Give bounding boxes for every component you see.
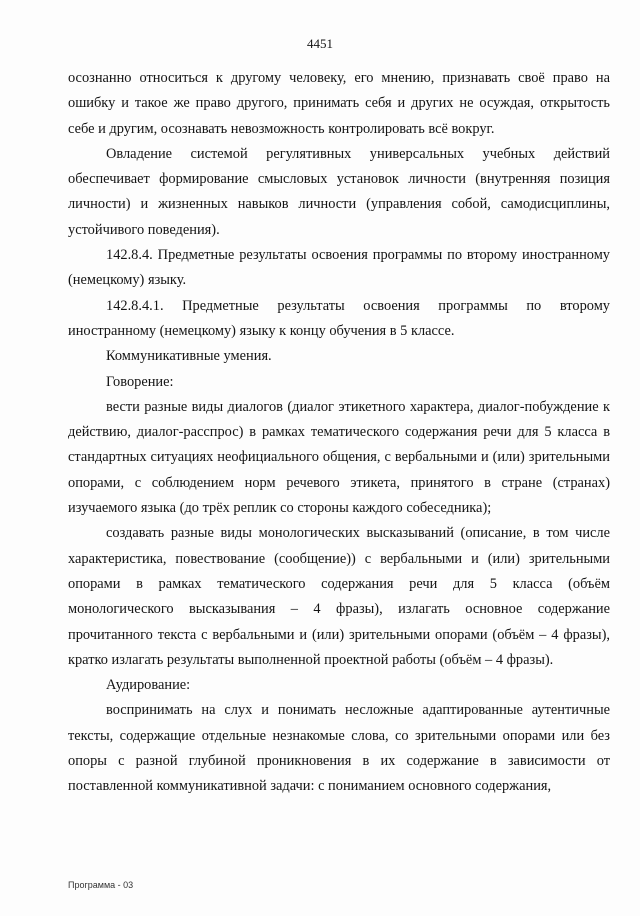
paragraph-regulatory-actions: Овладение системой регулятивных универсальных учебных действий обеспечивает формирование смысловых установок личности (внутренняя позиция личности) и жизненных навыков личности (управления собой, самодисциплины, устойчивого поведения). — [68, 145, 610, 238]
subheading-speaking: Говорение: — [106, 373, 174, 390]
section-heading-142-8-4-1: 142.8.4.1. Предметные результаты освоения программы по второму иностранному (немецкому) языку к концу обучения в 5 классе. — [68, 297, 610, 339]
page-number: 4451 — [307, 36, 333, 51]
subheading-listening: Аудирование: — [106, 677, 191, 694]
section-heading-142-8-4: 142.8.4. Предметные результаты освоения программы по второму иностранному (немецкому) языку. — [68, 247, 610, 289]
paragraph-dialogues: вести разные виды диалогов (диалог этикетного характера, диалог-побуждение к действию, диалог-расспрос) в рамках тематического содержания речи для 5 класса в стандартных ситуациях неофициального общения, с вербальными и (или) зрительными опорами, с соблюдением норм речевого этикета, принятого в стране (странах) изучаемого языка (до трёх реплик со стороны каждого собеседника); — [68, 398, 610, 517]
subheading-communicative-skills: Коммуникативные умения. — [106, 348, 272, 365]
paragraph-listening: воспринимать на слух и понимать несложные адаптированные аутентичные тексты, содержащие отдельные незнакомые слова, со зрительными опорами или без опоры с разной глубиной проникновения в их содержание в зависимости от поставленной коммуникативной задачи: с пониманием основного содержания, — [68, 702, 610, 795]
paragraph-monologues: создавать разные виды монологических высказываний (описание, в том числе характеристика, повествование (сообщение)) с вербальными и (или) зрительными опорами в рамках тематического содержания речи для 5 класса (объём монологического высказывания – 4 фразы), излагать основное содержание прочитанного текста с вербальными и (или) зрительными опорами (объём – 4 фразы), кратко излагать результаты выполненной проектной работы (объём – 4 фразы). — [68, 525, 610, 668]
page-footer: Программа - 03 — [68, 880, 134, 890]
paragraph-continuation: осознанно относиться к другому человеку, его мнению, признавать своё право на ошибку и такое же право другого, принимать себя и других не осуждая, открытость себе и другим, осознавать невозможность контролировать всё вокруг. — [68, 70, 610, 137]
document-body — [68, 66, 610, 800]
